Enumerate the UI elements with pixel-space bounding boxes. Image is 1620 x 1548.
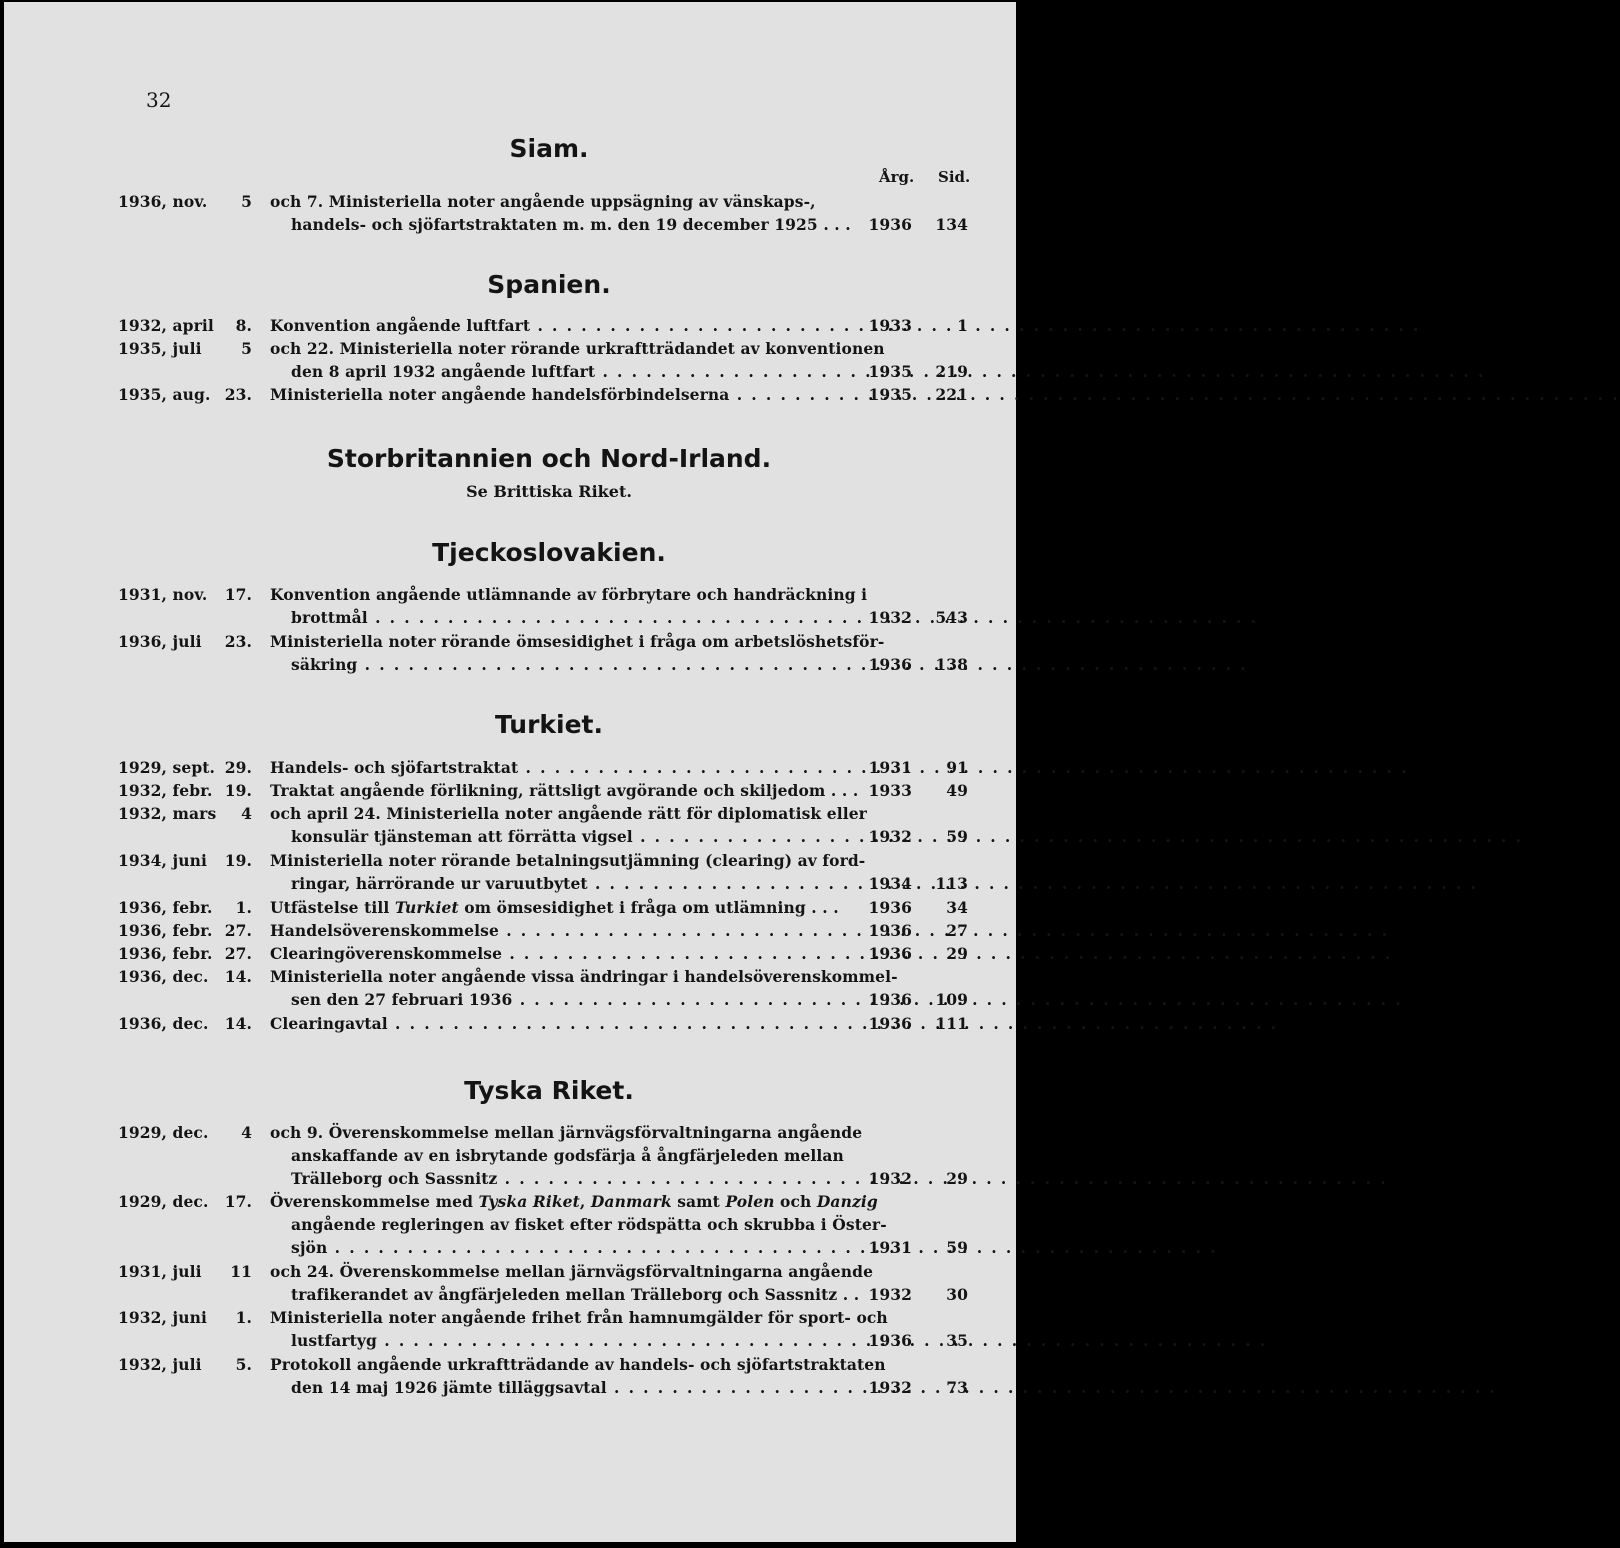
- entry-page: 219: [935, 362, 968, 381]
- entry-date: 1929, dec.: [118, 1123, 209, 1142]
- entry-date: 1932, juni: [118, 1308, 207, 1327]
- entry-year: 1932: [868, 1169, 912, 1188]
- list-item: [4, 756, 1024, 779]
- entry-year: 1936: [868, 944, 912, 963]
- entry-day: 19.: [224, 781, 252, 800]
- entry-text: Handelsöverenskommelse . . .: [270, 919, 856, 942]
- entry-year: 1932: [868, 827, 912, 846]
- entry-text: angående regleringen av fisket efter rödspätta och skrubba i Öster-: [291, 1215, 887, 1234]
- see-reference: Se Brittiska Riket.: [466, 482, 632, 501]
- entry-date: 1935, juli: [118, 339, 202, 358]
- entry-page: 30: [946, 1285, 968, 1304]
- entry-page: 543: [935, 608, 968, 627]
- entry-text: [270, 896, 856, 919]
- entry-date: 1934, juni: [118, 851, 207, 870]
- list-item: [4, 779, 1024, 802]
- section-title-siam: Siam.: [509, 134, 589, 163]
- entry-text: och 7. Ministeriella noter angående uppsägning av vänskaps-,: [270, 192, 816, 211]
- entry-date: 1936, dec.: [118, 1014, 209, 1033]
- entry-day: 5.: [235, 1355, 252, 1374]
- entry-text: ringar, härrörande ur varuutbytet . . .: [291, 872, 856, 895]
- entry-date: 1932, febr.: [118, 781, 213, 800]
- entry-page: 59: [946, 827, 968, 846]
- entry-text: och 22. Ministeriella noter rörande urkraftträdandet av konventionen: [270, 339, 885, 358]
- section-title-tjeckoslovakien: Tjeckoslovakien.: [432, 538, 666, 567]
- entry-year: 1936: [868, 1014, 912, 1033]
- entry-year: 1931: [868, 758, 912, 777]
- entry-date: 1936, nov.: [118, 192, 208, 211]
- entry-year: 1932: [868, 608, 912, 627]
- document-page: [4, 2, 1016, 1542]
- list-item: [4, 383, 1024, 406]
- entry-day: 1.: [235, 898, 252, 917]
- entry-day: 23.: [224, 632, 252, 651]
- entry-text: anskaffande av en isbrytande godsfärja å ångfärjeleden mellan: [291, 1146, 844, 1165]
- entry-text: trafikerandet av ångfärjeleden mellan Trälleborg och Sassnitz . .: [291, 1285, 860, 1304]
- entry-date: 1935, aug.: [118, 385, 211, 404]
- entry-day: 29.: [224, 758, 252, 777]
- list-item: [4, 1260, 1024, 1306]
- entry-day: 11: [230, 1262, 252, 1281]
- entry-text: konsulär tjänsteman att förrätta vigsel . . .: [291, 825, 856, 848]
- entry-date: 1936, juli: [118, 632, 202, 651]
- entry-day: 14.: [224, 967, 252, 986]
- entry-page: 91: [946, 758, 968, 777]
- list-item: [4, 190, 1024, 236]
- list-item: [4, 314, 1024, 337]
- list-item: [4, 965, 1024, 1011]
- entry-text: Ministeriella noter angående handelsförbindelserna . . .: [270, 383, 856, 406]
- entry-date: 1931, juli: [118, 1262, 202, 1281]
- entry-year: 1931: [868, 1238, 912, 1257]
- entry-text: sen den 27 februari 1936 . . .: [291, 988, 856, 1011]
- entry-text: Handels- och sjöfartstraktat . . .: [270, 756, 856, 779]
- entry-text: och 24. Överenskommelse mellan järnvägsförvaltningarna angående: [270, 1262, 874, 1281]
- entry-year: 1936: [868, 921, 912, 940]
- entry-date: 1936, dec.: [118, 967, 209, 986]
- list-item: [4, 896, 1024, 919]
- entry-text: Protokoll angående urkraftträdande av handels- och sjöfartstraktaten: [270, 1355, 886, 1374]
- entry-page: 111: [935, 1014, 968, 1033]
- entry-date: 1931, nov.: [118, 585, 208, 604]
- entry-year: 1932: [868, 1285, 912, 1304]
- entry-text: och april 24. Ministeriella noter angående rätt för diplomatisk eller: [270, 804, 867, 823]
- entry-day: 19.: [224, 851, 252, 870]
- entry-day: 1.: [235, 1308, 252, 1327]
- column-header-page: Sid.: [938, 168, 971, 186]
- list-item: [4, 942, 1024, 965]
- entry-page: 113: [935, 874, 968, 893]
- entry-page: 35: [946, 1331, 968, 1350]
- list-item: [4, 583, 1024, 629]
- list-item: [4, 1353, 1024, 1399]
- entry-page: 1: [957, 316, 968, 335]
- list-item: [4, 919, 1024, 942]
- entry-text: [270, 1190, 878, 1213]
- entry-page: 221: [935, 385, 968, 404]
- entry-date: 1932, april: [118, 316, 214, 335]
- list-item: [4, 849, 1024, 895]
- entry-text: Konvention angående luftfart . . .: [270, 314, 856, 337]
- column-header-year: Årg.: [879, 168, 915, 186]
- entry-day: 5: [241, 192, 252, 211]
- section-title-tyska-riket: Tyska Riket.: [464, 1076, 634, 1105]
- entry-text: säkring . . .: [291, 653, 856, 676]
- entry-text: Ministeriella noter angående vissa ändringar i handelsöverenskommel-: [270, 967, 898, 986]
- entry-year: 1936: [868, 655, 912, 674]
- entry-text: Traktat angående förlikning, rättsligt avgörande och skiljedom . . .: [270, 781, 859, 800]
- entry-text: lustfartyg . . .: [291, 1329, 856, 1352]
- entry-year: 1936: [868, 1331, 912, 1350]
- entry-page: 29: [946, 1169, 968, 1188]
- entry-day: 27.: [224, 944, 252, 963]
- section-title-spanien: Spanien.: [487, 270, 611, 299]
- entry-day: 17.: [224, 1192, 252, 1211]
- page-number: 32: [146, 88, 172, 112]
- list-item: [4, 337, 1024, 383]
- entry-day: 17.: [224, 585, 252, 604]
- entry-day: 4: [241, 1123, 252, 1142]
- entry-page: 109: [935, 990, 968, 1009]
- entry-text-inner: Överenskommelse med Tyska Riket, Danmark samt Polen och Danzig: [270, 1192, 878, 1211]
- entry-day: 14.: [224, 1014, 252, 1033]
- entry-text: den 8 april 1932 angående luftfart . . .: [291, 360, 856, 383]
- entry-date: 1936, febr.: [118, 944, 213, 963]
- entry-page: 134: [935, 215, 968, 234]
- entry-page: 27: [946, 921, 968, 940]
- list-item: [4, 1306, 1024, 1352]
- entry-year: 1933: [868, 316, 912, 335]
- entry-day: 4: [241, 804, 252, 823]
- entry-year: 1935: [868, 362, 912, 381]
- entry-date: 1936, febr.: [118, 921, 213, 940]
- list-item: [4, 1012, 1024, 1035]
- entry-page: 138: [935, 655, 968, 674]
- entry-date: 1929, dec.: [118, 1192, 209, 1211]
- entry-page: 34: [946, 898, 968, 917]
- entry-page: 29: [946, 944, 968, 963]
- entry-date: 1936, febr.: [118, 898, 213, 917]
- entry-text: Clearingavtal . . .: [270, 1012, 856, 1035]
- entry-year: 1936: [868, 990, 912, 1009]
- entry-text: Trälleborg och Sassnitz . . .: [291, 1167, 856, 1190]
- entry-text: den 14 maj 1926 jämte tilläggsavtal . . .: [291, 1376, 856, 1399]
- entry-text: sjön . . .: [291, 1236, 856, 1259]
- entry-text: Ministeriella noter angående frihet från hamnumgälder för sport- och: [270, 1308, 888, 1327]
- entry-year: 1933: [868, 781, 912, 800]
- entry-text: brottmål . . .: [291, 606, 856, 629]
- section-title-turkiet: Turkiet.: [494, 710, 604, 739]
- entry-date: 1932, mars: [118, 804, 217, 823]
- list-item: [4, 630, 1024, 676]
- entry-day: 27.: [224, 921, 252, 940]
- entry-year: 1935: [868, 385, 912, 404]
- entry-text: Ministeriella noter rörande ömsesidighet i fråga om arbetslöshetsför-: [270, 632, 885, 651]
- entry-day: 5: [241, 339, 252, 358]
- entry-text: Clearingöverenskommelse . . .: [270, 942, 856, 965]
- entry-day: 8.: [235, 316, 252, 335]
- entry-text: Konvention angående utlämnande av förbrytare och handräckning i: [270, 585, 868, 604]
- list-item: [4, 802, 1024, 848]
- entry-year: 1936: [868, 215, 912, 234]
- entry-page: 73: [946, 1378, 968, 1397]
- entry-year: 1936: [868, 898, 912, 917]
- entry-page: 59: [946, 1238, 968, 1257]
- entry-year: 1932: [868, 1378, 912, 1397]
- entry-text: handels- och sjöfartstraktaten m. m. den 19 december 1925 . . .: [291, 215, 851, 234]
- entry-year: 1934: [868, 874, 912, 893]
- entry-date: 1929, sept.: [118, 758, 216, 777]
- entry-date: 1932, juli: [118, 1355, 202, 1374]
- section-title-storbritannien: Storbritannien och Nord-Irland.: [326, 444, 772, 473]
- entry-day: 23.: [224, 385, 252, 404]
- entry-text: och 9. Överenskommelse mellan järnvägsförvaltningarna angående: [270, 1123, 863, 1142]
- list-item: [4, 1190, 1024, 1259]
- entry-text-inner: Utfästelse till Turkiet om ömsesidighet i fråga om utlämning . . .: [270, 898, 839, 917]
- list-item: [4, 1121, 1024, 1190]
- entry-text: Ministeriella noter rörande betalningsutjämning (clearing) av ford-: [270, 851, 866, 870]
- entry-page: 49: [946, 781, 968, 800]
